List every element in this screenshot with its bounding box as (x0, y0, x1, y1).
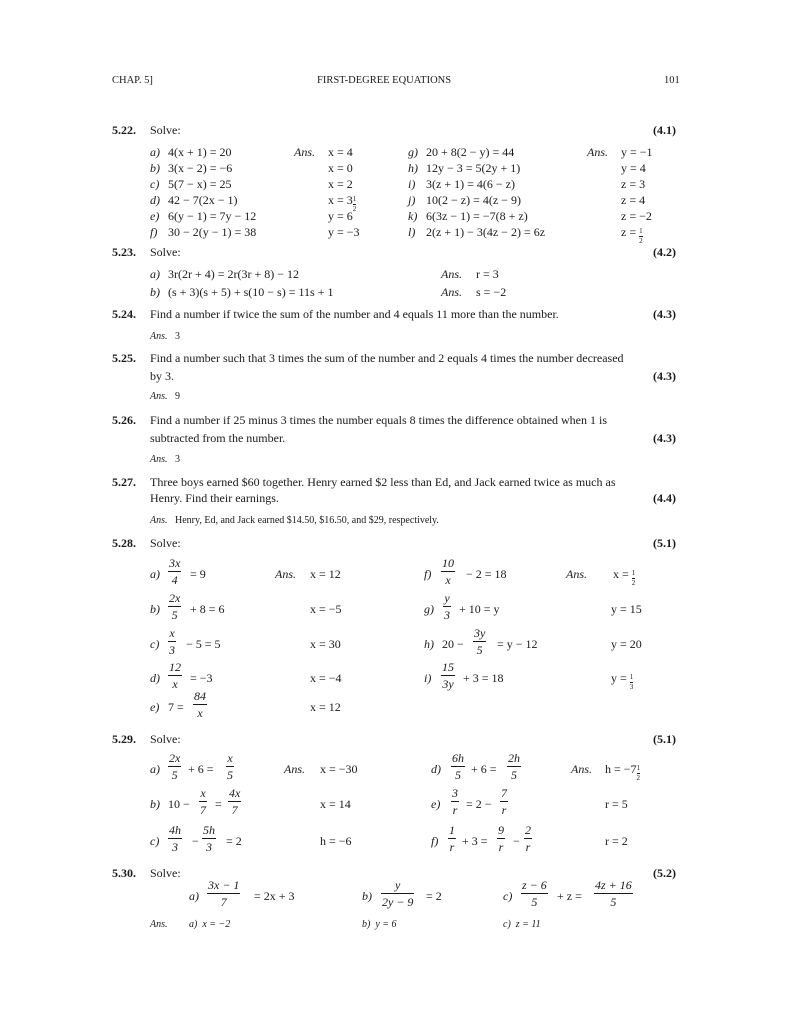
fraction: 4x 7 (229, 786, 241, 817)
fraction: $\frac{1}{2}$ (639, 227, 643, 245)
fraction: x 3 (169, 626, 175, 657)
answer: x = 2 (328, 177, 353, 191)
problem-number: 5.24. (112, 307, 136, 321)
problem-number: 5.28. (112, 536, 136, 550)
problem-text: Find a number such that 3 times the sum of the number and 2 equals 4 times the number decreased (150, 351, 624, 365)
equation: 20 + 8(2 − y) = 44 (426, 145, 515, 159)
fraction: 3x − 1 7 (208, 878, 240, 909)
answer: Ans. 3 (150, 331, 180, 342)
solve-label: Solve: (150, 536, 181, 550)
answer: x = 0 (328, 161, 353, 175)
equation-pre: 10 − (168, 797, 190, 811)
answer: x = −5 (310, 602, 342, 616)
item-letter: b) (362, 889, 372, 903)
fraction: x 7 (200, 786, 206, 817)
item-letter: f) (150, 225, 158, 239)
equation-mid: + 6 = (471, 762, 497, 776)
item-letter: a) (150, 762, 160, 776)
answer: x = 12 (310, 700, 341, 714)
section-ref: (4.3) (653, 431, 676, 445)
item-letter: c) (150, 834, 160, 848)
equation-rest: = −3 (190, 671, 213, 685)
page-number: 101 (664, 75, 680, 86)
equation-pre: 7 = (168, 700, 184, 714)
item-letter: d) (150, 671, 160, 685)
item-letter: d) (431, 762, 441, 776)
solve-label: Solve: (150, 732, 181, 746)
answer: y = 6 (328, 209, 353, 223)
equation: 3r(2r + 4) = 2r(3r + 8) − 12 (168, 267, 300, 281)
fraction: 84 x (194, 689, 206, 720)
fraction: $\frac{1}{2}$ (631, 569, 636, 587)
answer: r = 2 (605, 834, 628, 848)
item-letter: c) (503, 889, 513, 903)
section-ref: (4.2) (653, 245, 676, 259)
answer: s = −2 (476, 285, 507, 299)
problem-text: Find a number if 25 minus 3 times the number equals 8 times the difference obtained when 1 is (150, 413, 608, 427)
equation: 4(x + 1) = 20 (168, 145, 232, 159)
solve-label: Solve: (150, 245, 181, 259)
equation: 42 − 7(2x − 1) (168, 193, 238, 207)
problem-text: subtracted from the number. (150, 431, 286, 445)
answer: h = −7 $\frac{1}{2}$ (605, 762, 641, 782)
ans-label: Ans. (294, 145, 315, 159)
answer: z = −2 (621, 209, 652, 223)
item-letter: a) (150, 567, 160, 581)
problem-number: 5.29. (112, 732, 136, 746)
answer: Ans. Henry, Ed, and Jack earned $14.50, $16.50, and $29, respectively. (150, 515, 439, 526)
ans-label: Ans. (150, 919, 168, 930)
running-title: FIRST-DEGREE EQUATIONS (317, 75, 452, 86)
equation-mid: + 3 = (462, 834, 488, 848)
fraction: 3y 5 (474, 626, 486, 657)
equation: 3(z + 1) = 4(6 − z) (426, 177, 515, 191)
problem-number: 5.23. (112, 245, 136, 259)
fraction: 2 r (525, 823, 531, 854)
equation-mid: = (215, 797, 222, 811)
fraction: 9 r (498, 823, 504, 854)
item-letter: f) (424, 567, 432, 581)
fraction: 15 3y (442, 660, 454, 691)
item-letter: b) (150, 285, 160, 299)
ans-label: Ans. (571, 762, 592, 776)
equation-mid: − (192, 834, 199, 848)
item-letter: b) (150, 161, 160, 175)
fraction: 4h 3 (169, 823, 181, 854)
equation: 12y − 3 = 5(2y + 1) (426, 161, 521, 175)
item-letter: f) (431, 834, 439, 848)
mixed-fraction: $\frac{1}{2}$ (636, 764, 641, 782)
fraction: 2x 5 (169, 591, 181, 622)
item-letter: e) (150, 700, 160, 714)
fraction: z − 6 5 (522, 878, 547, 909)
equation-rest: − 5 = 5 (186, 637, 221, 651)
answer: y = 4 (621, 161, 646, 175)
fraction: 6h 5 (452, 751, 464, 782)
item-letter: a) (150, 267, 160, 281)
fraction: 1 r (449, 823, 455, 854)
section-ref: (4.1) (653, 123, 676, 137)
item-letter: g) (408, 145, 418, 159)
equation-mid: = 2 − (466, 797, 492, 811)
chapter-label: CHAP. 5] (112, 75, 153, 86)
equation-rest: − 2 = 18 (466, 567, 507, 581)
equation-mid: + 6 = (188, 762, 214, 776)
problem-text: by 3. (150, 369, 174, 383)
answer: y = −1 (621, 145, 653, 159)
equation: 10(2 − z) = 4(z − 9) (426, 193, 521, 207)
answer: x = 30 (310, 637, 341, 651)
item-letter: d) (150, 193, 160, 207)
section-ref: (4.4) (653, 491, 676, 505)
item-letter: h) (424, 637, 434, 651)
equation-rest: = 9 (190, 567, 206, 581)
answer: y = 20 (611, 637, 642, 651)
equation: 30 − 2(y − 1) = 38 (168, 225, 257, 239)
equation-rest: = y − 12 (497, 637, 538, 651)
item-letter: l) (408, 225, 416, 239)
fraction: 12 x (169, 660, 181, 691)
equation: 2(z + 1) − 3(4z − 2) = 6z (426, 225, 546, 239)
item-letter: i) (408, 177, 416, 191)
problem-text: Find a number if twice the sum of the number and 4 equals 11 more than the number. (150, 307, 559, 321)
item-letter: i) (424, 671, 432, 685)
fraction: 4z + 16 5 (595, 878, 632, 909)
fraction: 2h 5 (508, 751, 520, 782)
answer: h = −6 (320, 834, 352, 848)
answer: x = −30 (320, 762, 358, 776)
answer: x = $\frac{1}{2}$ (613, 567, 636, 587)
ans-label: Ans. (284, 762, 305, 776)
answer: x = 4 (328, 145, 353, 159)
item-letter: e) (150, 209, 160, 223)
item-letter: g) (424, 602, 434, 616)
fraction: 2x 5 (169, 751, 181, 782)
equation-rest: = 2 (426, 889, 442, 903)
equation-rest: = 2x + 3 (254, 889, 295, 903)
section-ref: (5.1) (653, 732, 676, 746)
equation-rest: = 2 (226, 834, 242, 848)
answer: b) y = 6 (362, 919, 397, 930)
ans-label: Ans. (441, 285, 462, 299)
solve-label: Solve: (150, 123, 181, 137)
ans-label: Ans. (587, 145, 608, 159)
equation-mid: − (513, 834, 520, 848)
answer: a) x = −2 (189, 919, 231, 930)
fraction: y 2y − 9 (382, 878, 414, 909)
answer: y = −3 (328, 225, 360, 239)
fraction: 3 r (452, 786, 458, 817)
fraction: y 3 (444, 591, 450, 622)
section-ref: (4.3) (653, 369, 676, 383)
answer: z = $\frac{1}{2}$ (621, 225, 643, 245)
answer: Ans. 9 (150, 391, 180, 402)
problem-text: Three boys earned $60 together. Henry earned $2 less than Ed, and Jack earned twice as much as (150, 475, 616, 489)
section-ref: (4.3) (653, 307, 676, 321)
problem-number: 5.26. (112, 413, 136, 427)
item-letter: h) (408, 161, 418, 175)
mixed-fraction: $\frac{1}{2}$ (352, 195, 357, 213)
equation-rest: + 8 = 6 (190, 602, 225, 616)
fraction: x 5 (227, 751, 233, 782)
item-letter: c) (150, 177, 160, 191)
equation: 5(7 − x) = 25 (168, 177, 232, 191)
answer: x = 3 $\frac{1}{2}$ (328, 193, 357, 213)
answer: z = 4 (621, 193, 646, 207)
answer: x = 12 (310, 567, 341, 581)
item-letter: b) (150, 602, 160, 616)
fraction: $\frac{1}{3}$ (629, 673, 634, 691)
equation-rest: + 10 = y (459, 602, 500, 616)
answer: y = 15 (611, 602, 642, 616)
fraction: 5h 3 (203, 823, 215, 854)
ans-label: Ans. (441, 267, 462, 281)
problem-number: 5.22. (112, 123, 136, 137)
answer: y = $\frac{1}{3}$ (611, 671, 634, 691)
answer: Ans. 3 (150, 454, 180, 465)
problem-text: Henry. Find their earnings. (150, 491, 279, 505)
item-letter: c) (150, 637, 160, 651)
equation-pre: 20 − (442, 637, 464, 651)
ans-label: Ans. (566, 567, 587, 581)
section-ref: (5.2) (653, 866, 676, 880)
item-letter: b) (150, 797, 160, 811)
answer: x = 14 (320, 797, 351, 811)
item-letter: a) (189, 889, 199, 903)
equation: 3(x − 2) = −6 (168, 161, 233, 175)
problem-number: 5.27. (112, 475, 136, 489)
fraction: 10 x (442, 556, 454, 587)
equation-rest: + 3 = 18 (463, 671, 504, 685)
item-letter: j) (408, 193, 416, 207)
problem-number: 5.30. (112, 866, 136, 880)
item-letter: k) (408, 209, 418, 223)
answer: x = −4 (310, 671, 342, 685)
answer: c) z = 11 (503, 919, 541, 930)
fraction: 7 r (501, 786, 507, 817)
ans-label: Ans. (275, 567, 296, 581)
item-letter: a) (150, 145, 160, 159)
item-letter: e) (431, 797, 441, 811)
problem-number: 5.25. (112, 351, 136, 365)
equation: 6(y − 1) = 7y − 12 (168, 209, 257, 223)
equation: (s + 3)(s + 5) + s(10 − s) = 11s + 1 (168, 285, 334, 299)
answer: r = 3 (476, 267, 499, 281)
equation-mid: + z = (557, 889, 582, 903)
answer: z = 3 (621, 177, 646, 191)
solve-label: Solve: (150, 866, 181, 880)
section-ref: (5.1) (653, 536, 676, 550)
fraction: 3x 4 (169, 556, 181, 587)
answer: r = 5 (605, 797, 628, 811)
equation: 6(3z − 1) = −7(8 + z) (426, 209, 528, 223)
